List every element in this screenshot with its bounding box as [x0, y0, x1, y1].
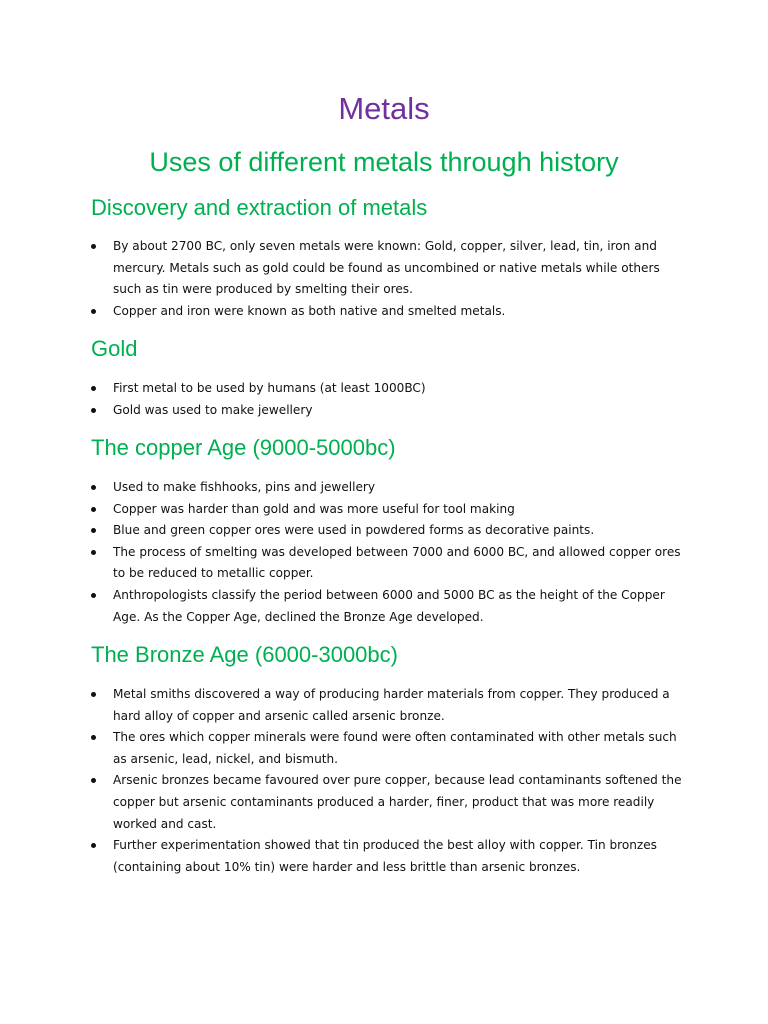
- list-item: Copper and iron were known as both native and smelted metals.: [91, 301, 691, 323]
- heading-bronze-age: The Bronze Age (6000-3000bc): [91, 642, 398, 667]
- list-item: Used to make fishhooks, pins and jewellery: [91, 477, 691, 499]
- list-item: Anthropologists classify the period between 6000 and 5000 BC as the height of the Copper Age. As the Copper Age, declined the Bronze Age developed.: [91, 585, 691, 628]
- list-item: Copper was harder than gold and was more useful for tool making: [91, 499, 691, 521]
- document-subtitle: Uses of different metals through history: [149, 147, 619, 177]
- list-item: Blue and green copper ores were used in powdered forms as decorative paints.: [91, 520, 691, 542]
- list-item: Gold was used to make jewellery: [91, 400, 691, 422]
- heading-discovery: Discovery and extraction of metals: [91, 195, 428, 220]
- heading-copper-age: The copper Age (9000-5000bc): [91, 435, 396, 460]
- list-item: By about 2700 BC, only seven metals were known: Gold, copper, silver, lead, tin, iron and mercury. Metals such as gold could be found as uncombined or native metals while others such as tin were produced by smelting their ores.: [91, 236, 691, 301]
- list-copper-age: [91, 477, 691, 628]
- list-discovery: [91, 236, 691, 322]
- heading-gold: Gold: [91, 336, 138, 361]
- list-item: Metal smiths discovered a way of producing harder materials from copper. They produced a hard alloy of copper and arsenic called arsenic bronze.: [91, 684, 691, 727]
- list-item: Arsenic bronzes became favoured over pure copper, because lead contaminants softened the copper but arsenic contaminants produced a harder, finer, product that was more readily worked and cast.: [91, 770, 691, 835]
- list-item: The process of smelting was developed between 7000 and 6000 BC, and allowed copper ores to be reduced to metallic copper.: [91, 542, 691, 585]
- list-item: The ores which copper minerals were found were often contaminated with other metals such as arsenic, lead, nickel, and bismuth.: [91, 727, 691, 770]
- list-item: Further experimentation showed that tin produced the best alloy with copper. Tin bronzes (containing about 10% tin) were harder and less brittle than arsenic bronzes.: [91, 835, 691, 878]
- document-title: Metals: [338, 91, 430, 126]
- list-bronze-age: [91, 684, 691, 878]
- list-item: First metal to be used by humans (at least 1000BC): [91, 378, 691, 400]
- list-gold: [91, 378, 691, 421]
